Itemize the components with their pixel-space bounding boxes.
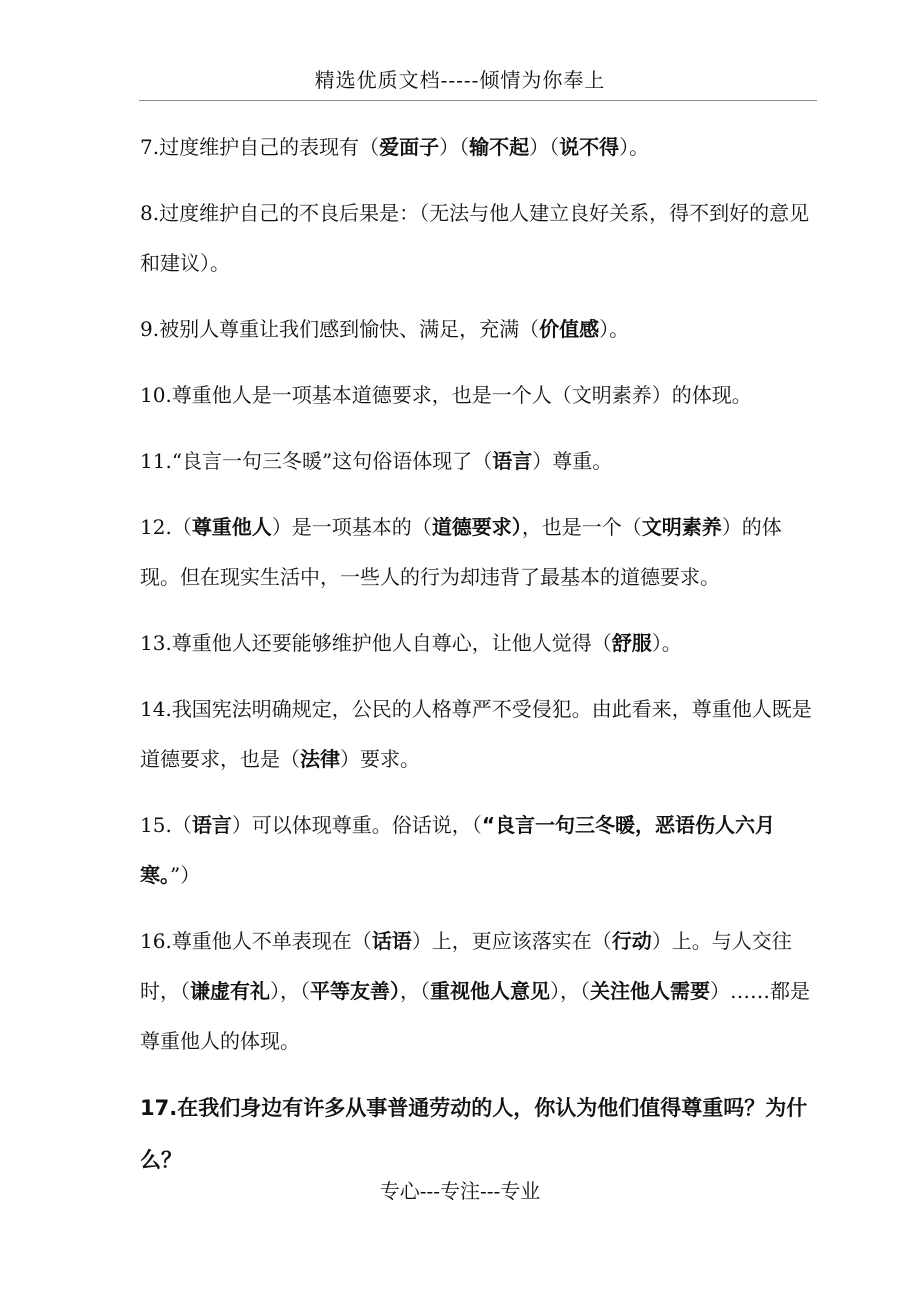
document-body: [140, 122, 820, 1202]
item-text: ）的体现。但在现实生活中，一些人的行为却违背了最基本的道德要求。: [140, 515, 782, 589]
list-item: [140, 436, 820, 486]
item-text: ）可以体现尊重。俗话说，（: [231, 813, 482, 837]
page-footer: 专心---专注---专业: [379, 1179, 541, 1203]
item-text: ）上，更应该落实在（: [411, 929, 612, 953]
answer-text: 话语: [371, 929, 412, 953]
item-text: 过度维护自己的不良后果是：（无法与他人建立良好关系，得不到好的意见和建议）。: [140, 201, 810, 275]
item-text: “良言一句三冬暖”这句俗语体现了（: [171, 449, 493, 473]
item-number: 16.: [140, 929, 172, 953]
item-text: ）上。与人交往时，（: [140, 929, 792, 1003]
item-number: 11.: [140, 449, 172, 473]
answer-text: 道德要求）: [431, 515, 522, 539]
answer-text: 重视他人意见: [430, 979, 550, 1003]
answer-text: 价值感: [539, 317, 600, 341]
answer-text: “良言一句三冬暖，恶语伤人六月寒。: [140, 813, 775, 887]
item-text: ），（: [550, 979, 590, 1003]
item-text: ）……都是尊重他人的体现。: [140, 979, 810, 1053]
list-item: [140, 370, 820, 420]
item-number: 7.: [140, 135, 160, 159]
list-item: [140, 502, 820, 602]
item-number: 14.: [140, 697, 172, 721]
answer-text: 谦虚有礼: [190, 979, 270, 1003]
list-item: [140, 188, 820, 288]
item-number: 13.: [140, 631, 172, 655]
list-item: [140, 618, 820, 668]
item-number: 8.: [140, 201, 160, 225]
item-text: ）要求。: [340, 747, 420, 771]
answer-text: 输不起: [469, 135, 530, 159]
answer-text: 尊重他人: [191, 515, 272, 539]
answer-text: 文明素养: [641, 515, 722, 539]
item-text: ）尊重。: [532, 449, 613, 473]
answer-text: 行动: [611, 929, 652, 953]
item-text: 我国宪法明确规定，公民的人格尊严不受侵犯。由此看来，尊重他人既是道德要求，也是（: [140, 697, 812, 771]
header-divider: [139, 100, 817, 101]
item-text: 尊重他人不单表现在（: [171, 929, 372, 953]
item-text: 尊重他人是一项基本道德要求，也是一个人（文明素养）的体现。: [171, 383, 752, 407]
item-number: 15.: [140, 813, 172, 837]
answer-text: 关注他人需要: [590, 979, 710, 1003]
page-header: 精选优质文档-----倾情为你奉上: [314, 68, 606, 92]
item-text: 尊重他人还要能够维护他人自尊心，让他人觉得（: [171, 631, 612, 655]
item-text: ）。: [619, 135, 650, 159]
item-number: 12.: [140, 515, 172, 539]
item-text: （: [171, 813, 192, 837]
item-number: 9.: [140, 317, 160, 341]
answer-text: 语言: [492, 449, 533, 473]
item-text: 被别人尊重让我们感到愉快、满足，充满（: [159, 317, 540, 341]
question-heading: 17.在我们身边有许多从事普通劳动的人，你认为他们值得尊重吗？为什么？: [140, 1096, 808, 1172]
answer-text: 法律: [300, 747, 340, 771]
answer-text: 舒服: [611, 631, 652, 655]
list-item: [140, 304, 820, 354]
item-text: ）（: [529, 135, 560, 159]
item-text: ）是一项基本的（: [271, 515, 432, 539]
list-item: [140, 800, 820, 900]
item-text: ）（: [439, 135, 470, 159]
item-text: ）。: [599, 317, 630, 341]
answer-text: 说不得: [559, 135, 620, 159]
answer-text: 语言: [191, 813, 232, 837]
item-number: 10.: [140, 383, 172, 407]
item-text: ）。: [651, 631, 682, 655]
answer-text: 爱面子: [379, 135, 440, 159]
item-text: ），（: [270, 979, 310, 1003]
list-item: [140, 916, 820, 1066]
item-text: 过度维护自己的表现有（: [159, 135, 380, 159]
item-text: ”）: [170, 863, 201, 887]
item-text: ，也是一个（: [521, 515, 642, 539]
item-text: ，（: [400, 979, 430, 1003]
list-item: [140, 122, 820, 172]
answer-text: 平等友善）: [310, 979, 400, 1003]
item-text: （: [171, 515, 192, 539]
list-item: [140, 684, 820, 784]
